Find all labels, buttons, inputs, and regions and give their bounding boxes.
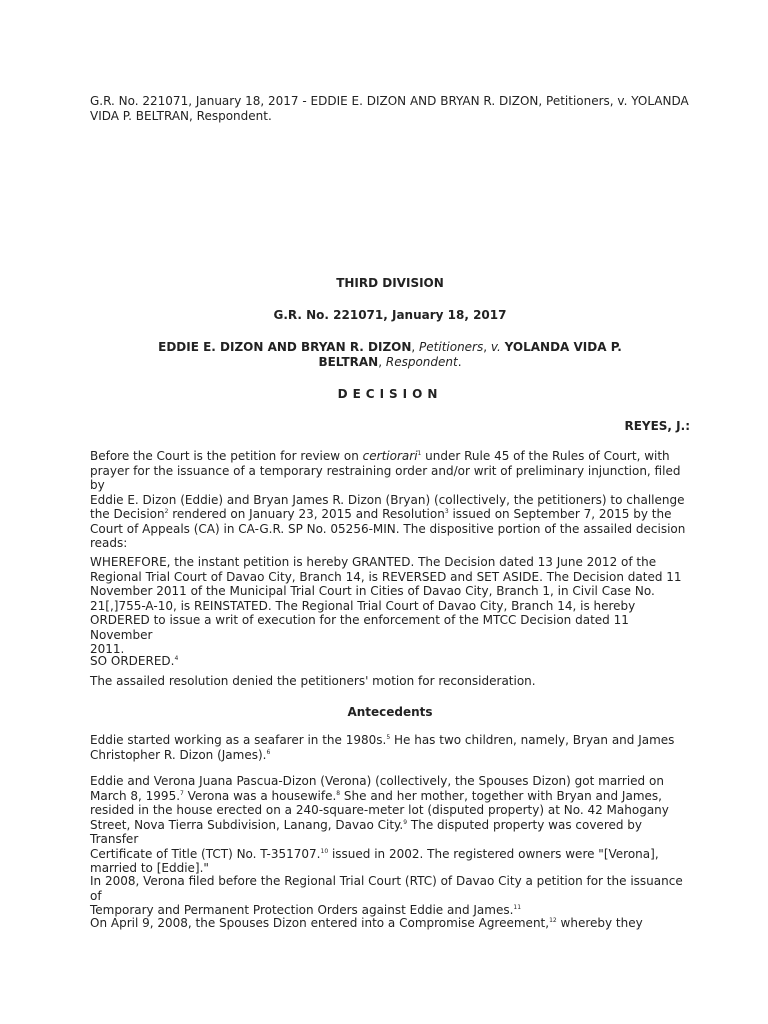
footnote-ref: 10 <box>320 847 329 855</box>
footnote-ref: 6 <box>266 748 271 756</box>
footnote-ref: 11 <box>513 904 522 911</box>
paragraph-seafarer: Eddie started working as a seafarer in the 1980s.$^5$ He has two children, namely, Bryan and James Christopher R. Dizon (James).$^6$ <box>90 733 675 762</box>
dispositive-quote: WHEREFORE, the instant petition is hereby GRANTED. The Decision dated 13 June 2012 of the Regional Trial Court of Davao City, Branch 14, is REVERSED and SET ASIDE. The Decision dated 11 November 2011 of the Municipal Trial Court in Cities of Davao City, Branch 1, in Civil Case No. 21[,]755-A-10, is REINSTATED. The Regional Trial Court of Davao City, Branch 14, is hereby ORDERED to issue a writ of execution for the enforcement of the MTCC Decision dated 11 November 2011. <box>90 555 682 656</box>
footnote-ref: 8 <box>336 789 341 797</box>
footnote-ref: 4 <box>174 655 179 662</box>
paragraph-marriage: Eddie and Verona Juana Pascua-Dizon (Verona) (collectively, the Spouses Dizon) got married on March 8, 1995.$^7$ Verona was a housewife.$^8$ She and her mother, together with Bryan and James, resided in the house erected on a 240-square-meter lot (disputed property) at No. 42 Mahogany Street, Nova Tierra Subdivision, Lanang, Davao City.$^9$ The disputed property was covered by Transfer Certificate of Title (TCT) No. T-351707.10 issued in 2002. The registered owners were "[Verona], married to [Eddie]." <box>90 774 669 875</box>
footnote-ref: 3 <box>444 508 449 515</box>
footnote-ref: 2 <box>164 508 169 515</box>
paragraph-compromise: On April 9, 2008, the Spouses Dizon entered into a Compromise Agreement,$^{12}$ whereby they <box>90 916 643 930</box>
resolution-denied: The assailed resolution denied the petitioners' motion for reconsideration. <box>90 674 536 688</box>
footnote-ref: 5 <box>386 734 391 741</box>
footnote-ref: 7 <box>180 789 184 797</box>
so-ordered: SO ORDERED.$^4$ <box>90 654 179 668</box>
footnote-ref: 9 <box>403 818 408 826</box>
paragraph-protection-order: In 2008, Verona filed before the Regional Trial Court (RTC) of Davao City a petition for the issuance of Temporary and Permanent Protection Orders against Eddie and James.$^{11}$ <box>90 874 683 917</box>
decision-heading: DECISION <box>337 387 443 401</box>
antecedents-heading: Antecedents <box>347 705 433 719</box>
ponente: REYES, J.: <box>624 419 690 433</box>
division-heading: THIRD DIVISION <box>336 276 444 290</box>
footnote-ref: 1 <box>417 450 422 457</box>
paragraph-intro: Before the Court is the petition for review on certiorari$^1$ under Rule 45 of the Rules of Court, with prayer for the issuance of a temporary restraining order and/or writ of preliminary injunction, filed by Eddie E. Dizon (Eddie) and Bryan James R. Dizon (Bryan) (collectively, the petitioners) to challenge the Decision$^2$ rendered on January 23, 2015 and Resolution$^3$ issued on September 7, 2015 by the Court of Appeals (CA) in CA-G.R. SP No. 05256-MIN. The dispositive portion of the assailed decision reads: <box>90 449 686 550</box>
footnote-ref: 12 <box>549 917 557 924</box>
case-parties: EDDIE E. DIZON AND BRYAN R. DIZON, Petitioners, v. YOLANDA VIDA P. BELTRAN, Respondent. <box>158 340 622 369</box>
document-header: G.R. No. 221071, January 18, 2017 - EDDIE E. DIZON AND BRYAN R. DIZON, Petitioners, v. YOLANDA VIDA P. BELTRAN, Respondent. <box>90 94 689 123</box>
case-number: G.R. No. 221071, January 18, 2017 <box>273 308 507 322</box>
